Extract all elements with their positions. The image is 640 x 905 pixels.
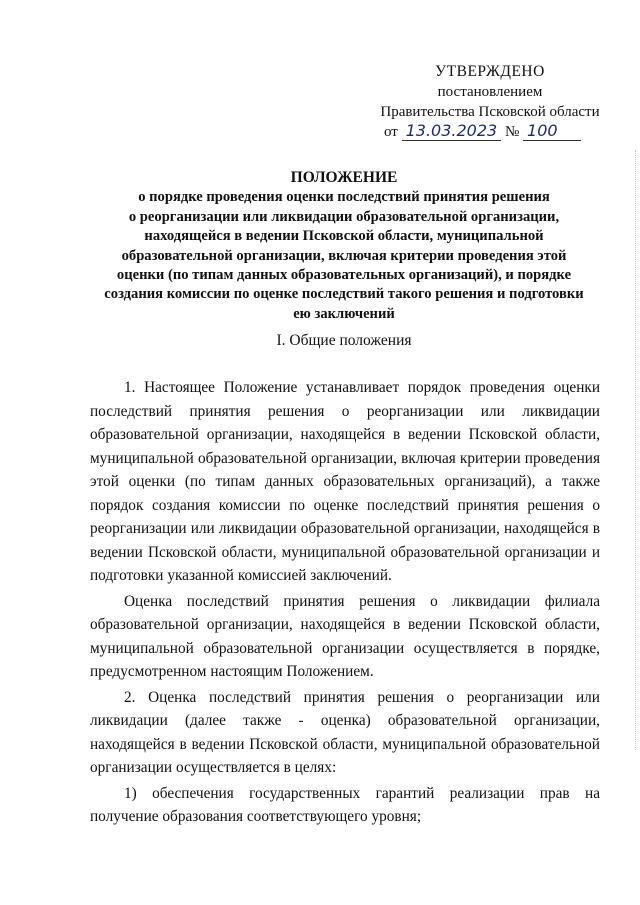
approval-line-3: Правительства Псковской области xyxy=(380,104,600,120)
paragraph: 1. Настоящее Положение устанавливает порядок проведения оценки последствий принятия решения о реорганизации или ликвидации образовательной организации, находящейся в ведении Псковской области, муниципальной образовательной организации, включая критерии проведения этой оценки (по типам данных образовательных организаций), а также порядок создания комиссии по оценке последствий принятия решения о реорганизации или ликвидации образовательной организации, находящейся в ведении Псковской области, муниципальной образовательной организации и подготовки указанной комиссией заключений. xyxy=(90,379,600,584)
title-heading: ПОЛОЖЕНИЕ xyxy=(290,169,398,186)
title-subtitle-line: оценки (по типам данных образовательных организаций), и порядке xyxy=(116,267,572,284)
title-subtitle-line: создания комиссии по оценке последствий такого решения и подготовки xyxy=(104,286,584,303)
number-prefix: № xyxy=(504,124,520,140)
document-body xyxy=(90,376,600,829)
paragraph: 2. Оценка последствий принятия решения о реорганизации или ликвидации (далее также - оценка) образовательной организации, находящейся в ведении Псковской области, муниципальной образовательной организации осуществляется в целях: xyxy=(90,688,600,776)
date-prefix: от xyxy=(384,124,398,140)
approval-line-2: постановлением xyxy=(437,84,543,100)
section-heading: I. Общие положения xyxy=(276,332,412,349)
approval-stamp xyxy=(360,62,620,142)
approval-title: УТВЕРЖДЕНО xyxy=(435,63,545,80)
title-subtitle-line: о реорганизации или ликвидации образовательной организации, xyxy=(128,208,560,225)
handwritten-number: 100 xyxy=(523,122,581,141)
title-subtitle-line: находящейся в ведении Псковской области, муниципальной xyxy=(144,228,544,245)
paragraph: Оценка последствий принятия решения о ликвидации филиала образовательной организации, находящейся в ведении Псковской области, муниципальной образовательной организации осуществляется в порядке, предусмотренном настоящим Положением. xyxy=(90,592,600,680)
approval-date-line xyxy=(360,122,620,142)
handwritten-date: 13.03.2023 xyxy=(402,122,502,141)
page-edge-mark xyxy=(633,150,636,750)
title-subtitle-line: о порядке проведения оценки последствий принятия решения xyxy=(138,189,550,206)
title-subtitle-line: образовательной организации, включая критерии проведения этой xyxy=(121,247,567,264)
title-subtitle-line: ею заключений xyxy=(293,305,395,322)
paragraph: 1) обеспечения государственных гарантий реализации прав на получение образования соответствующего уровня; xyxy=(90,784,600,825)
document-title xyxy=(88,168,600,324)
